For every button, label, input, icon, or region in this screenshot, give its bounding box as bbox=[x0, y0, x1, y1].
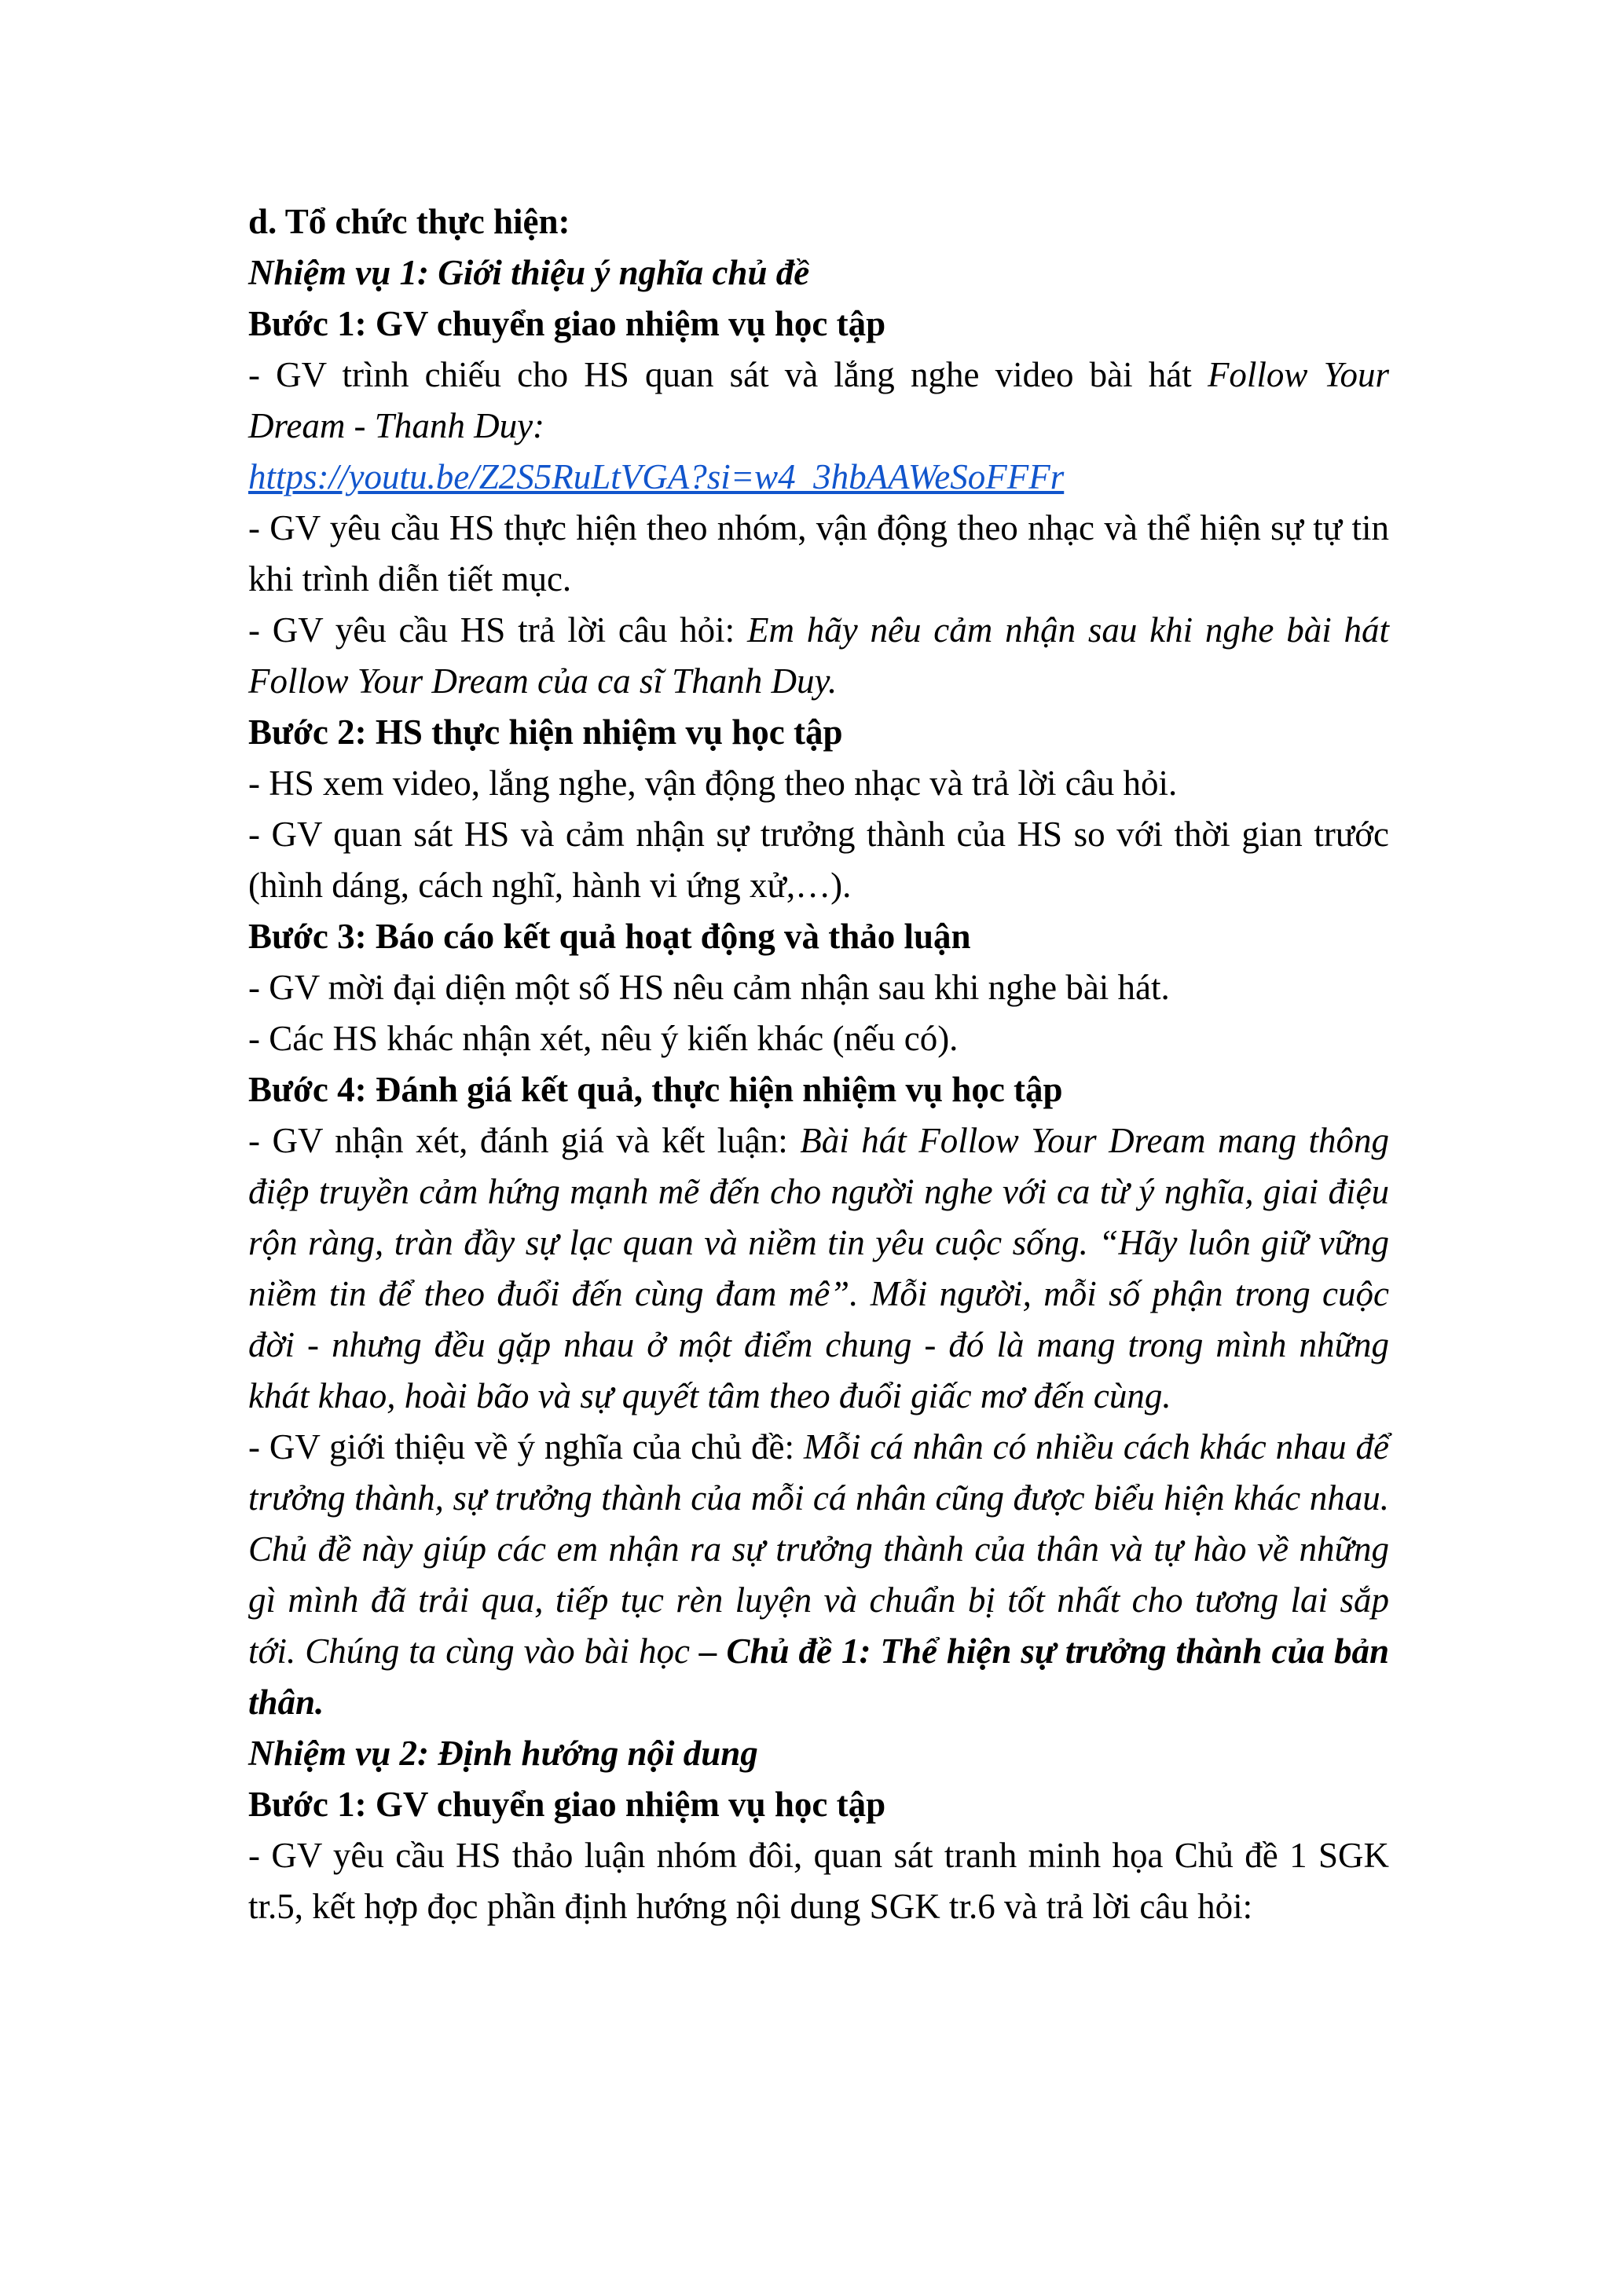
task1-step1-heading: Bước 1: GV chuyển giao nhiệm vụ học tập bbox=[248, 304, 886, 343]
text-run: - GV giới thiệu về ý nghĩa của chủ đề: bbox=[248, 1427, 804, 1467]
song-title: Follow Your Dream - Thanh Duy: bbox=[248, 355, 1389, 445]
task1-step1-p2: - GV yêu cầu HS thực hiện theo nhóm, vận động theo nhạc và thể hiện sự tự tin khi trình diễn tiết mục. bbox=[248, 508, 1389, 599]
text-run: - GV nhận xét, đánh giá và kết luận: bbox=[248, 1121, 801, 1160]
task1-step3-heading: Bước 3: Báo cáo kết quả hoạt động và thảo luận bbox=[248, 917, 971, 956]
task2-step1-p1: - GV yêu cầu HS thảo luận nhóm đôi, quan sát tranh minh họa Chủ đề 1 SGK tr.5, kết hợp đọc phần định hướng nội dung SGK tr.6 và trả lời câu hỏi: bbox=[248, 1836, 1389, 1926]
task1-step4-p2 bbox=[248, 1422, 1389, 1728]
task1-step2-p2: - GV quan sát HS và cảm nhận sự trưởng thành của HS so với thời gian trước (hình dáng, cách nghĩ, hành vi ứng xử,…). bbox=[248, 815, 1389, 905]
text-run: - GV yêu cầu HS trả lời câu hỏi: bbox=[248, 610, 747, 650]
document-page bbox=[248, 196, 1389, 1932]
task1-step1-p3 bbox=[248, 605, 1389, 707]
task1-step3-p1: - GV mời đại diện một số HS nêu cảm nhận sau khi nghe bài hát. bbox=[248, 968, 1170, 1007]
task1-step4-p1 bbox=[248, 1115, 1389, 1422]
task1-step2-heading: Bước 2: HS thực hiện nhiệm vụ học tập bbox=[248, 712, 843, 752]
conclusion-text: Bài hát Follow Your Dream mang thông điệp truyền cảm hứng mạnh mẽ đến cho người nghe với ca từ ý nghĩa, giai điệu rộn ràng, tràn đầy sự lạc quan và niềm tin yêu cuộc sống. “Hãy luôn giữ vững niềm tin để theo đuổi đến cùng đam mê”. Mỗi người, mỗi số phận trong cuộc đời - nhưng đều gặp nhau ở một điểm chung - đó là mang trong mình những khát khao, hoài bão và sự quyết tâm theo đuổi giấc mơ đến cùng. bbox=[248, 1121, 1389, 1415]
task1-step1-p1 bbox=[248, 350, 1389, 452]
topic-name: – Chủ đề 1: Thể hiện sự trưởng thành của bản thân. bbox=[248, 1631, 1389, 1722]
section-title: d. Tổ chức thực hiện: bbox=[248, 202, 570, 241]
task1-step4-heading: Bước 4: Đánh giá kết quả, thực hiện nhiệm vụ học tập bbox=[248, 1070, 1063, 1109]
task2-step1-heading: Bước 1: GV chuyển giao nhiệm vụ học tập bbox=[248, 1785, 886, 1824]
video-link[interactable]: https://youtu.be/Z2S5RuLtVGA?si=w4_3hbAAWeSoFFFr bbox=[248, 457, 1065, 496]
task1-title: Nhiệm vụ 1: Giới thiệu ý nghĩa chủ đề bbox=[248, 253, 810, 292]
task2-title: Nhiệm vụ 2: Định hướng nội dung bbox=[248, 1734, 758, 1773]
topic-meaning-text: Mỗi cá nhân có nhiều cách khác nhau để trưởng thành, sự trưởng thành của mỗi cá nhân cũng được biểu hiện khác nhau. Chủ đề này giúp các em nhận ra sự trưởng thành của thân và tự hào về những gì mình đã trải qua, tiếp tục rèn luyện và chuẩn bị tốt nhất cho tương lai sắp tới. Chúng ta cùng vào bài học bbox=[248, 1427, 1389, 1671]
task1-step3-p2: - Các HS khác nhận xét, nêu ý kiến khác (nếu có). bbox=[248, 1019, 959, 1058]
text-run: - GV trình chiếu cho HS quan sát và lắng nghe video bài hát bbox=[248, 355, 1208, 394]
video-link-paragraph bbox=[248, 452, 1389, 503]
task1-step2-p1: - HS xem video, lắng nghe, vận động theo nhạc và trả lời câu hỏi. bbox=[248, 764, 1178, 803]
question-text: Em hãy nêu cảm nhận sau khi nghe bài hát Follow Your Dream của ca sĩ Thanh Duy. bbox=[248, 610, 1390, 701]
